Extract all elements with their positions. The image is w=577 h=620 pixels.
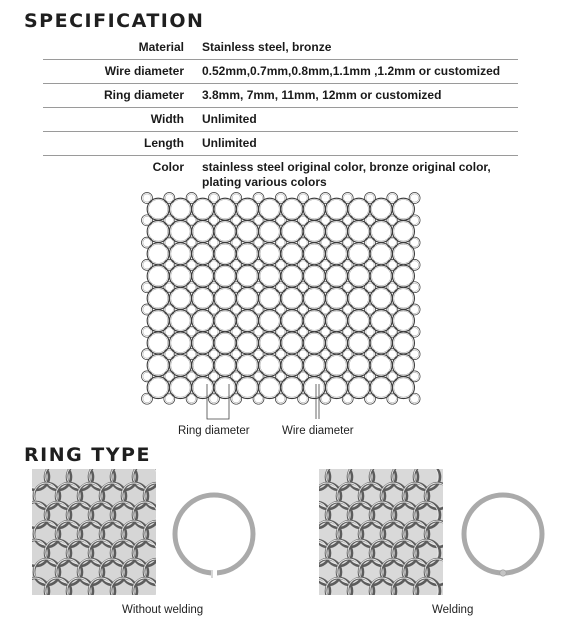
spec-row-material xyxy=(43,36,518,60)
wire-diameter-label: Wire diameter xyxy=(282,425,354,437)
spec-label: Width xyxy=(150,112,184,126)
spec-label: Length xyxy=(144,136,184,150)
dimension-lines xyxy=(207,384,319,419)
welded-ring-icon xyxy=(458,489,548,579)
spec-value: stainless steel original color, bronze original color, plating various colors xyxy=(202,160,491,189)
spec-row-wire-diameter xyxy=(43,60,518,84)
open-ring-icon xyxy=(169,489,259,579)
unwelded-rings-photo xyxy=(32,469,156,595)
spec-label: Color xyxy=(152,160,184,174)
spec-value: 3.8mm, 7mm, 11mm, 12mm or customized xyxy=(202,88,442,102)
spec-value: Unlimited xyxy=(202,136,257,150)
ring-type-title: RING TYPE xyxy=(24,444,151,466)
welded-rings-image xyxy=(319,469,443,595)
spec-row-width xyxy=(43,108,518,132)
without-welding-caption: Without welding xyxy=(122,604,204,616)
unwelded-rings-image xyxy=(32,469,156,595)
welding-caption: Welding xyxy=(432,604,474,616)
specification-title: SPECIFICATION xyxy=(24,10,205,32)
spec-label: Wire diameter xyxy=(104,64,184,78)
spec-row-ring-diameter xyxy=(43,84,518,108)
welded-rings-photo xyxy=(319,469,443,595)
ring-diameter-bracket xyxy=(207,384,229,419)
spec-value: Unlimited xyxy=(202,112,257,126)
spec-label: Material xyxy=(138,40,184,54)
spec-value: Stainless steel, bronze xyxy=(202,40,332,54)
specification-table xyxy=(43,36,518,194)
spec-label: Ring diameter xyxy=(103,88,184,102)
mesh-rings xyxy=(142,193,421,405)
spec-row-color xyxy=(43,156,518,194)
ring-diameter-label: Ring diameter xyxy=(178,425,250,437)
spec-value: 0.52mm,0.7mm,0.8mm,1.1mm ,1.2mm or customized xyxy=(202,64,501,78)
spec-row-length xyxy=(43,132,518,156)
